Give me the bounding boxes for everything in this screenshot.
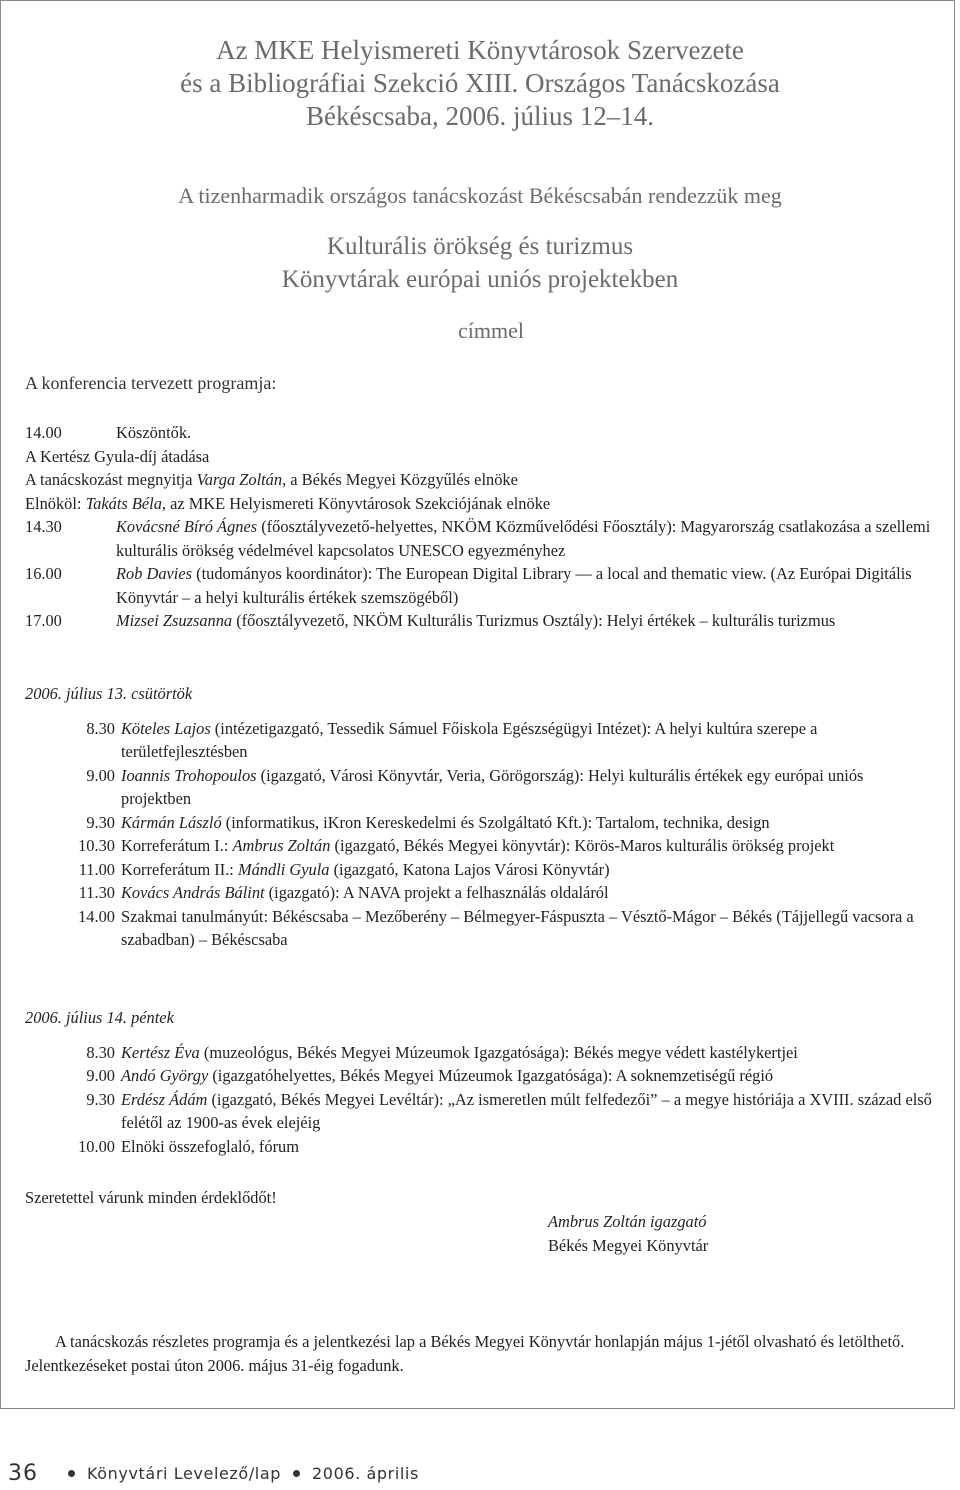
welcome-text: Szeretettel várunk minden érdeklődőt! [25,1188,277,1207]
title-line-3: Békéscsaba, 2006. július 12–14. [306,101,654,131]
schedule-row [25,905,937,952]
conference-title [0,34,960,133]
opener-prefix: A tanácskozást megnyitja [25,470,197,489]
talk-text: (informatikus, iKron Kereskedelmi és Szolgáltató Kft.): Tartalom, technika, design [221,812,770,832]
time: 11.00 [78,859,115,879]
journal-name: Könyvtári Levelező/lap [87,1463,282,1483]
chair-role: , az MKE Helyismereti Könyvtárosok Szekciójának elnöke [161,493,551,513]
time: 14.30 [25,517,62,536]
day3-block [25,1006,937,1158]
theme-line-1: Kulturális örökség és turizmus [326,233,634,260]
time: 9.30 [86,812,115,832]
item-text [115,858,937,882]
chair-line [25,492,937,516]
signature-org: Békés Megyei Könyvtár [548,1236,709,1255]
page-footer [0,1456,960,1490]
day1-block [25,421,937,633]
time: 10.00 [78,1136,115,1156]
speaker-name: Ambrus Zoltán [232,836,331,855]
item-text [115,609,937,633]
talk-text: (főosztályvezető, NKÖM Kulturális Turizmus Osztály): Helyi értékek – kulturális turizmus [232,611,836,630]
page-number: 36 [8,1460,38,1486]
item-prefix: Elnöki összefoglaló, fórum [121,1136,299,1156]
bullet-icon [68,1470,75,1477]
theme-title [0,230,960,296]
time: 11.30 [78,883,115,902]
cimmel-text: címmel [458,318,524,343]
item-text [115,1064,937,1088]
speaker-name: Andó György [121,1066,209,1085]
item-prefix: Szakmai tanulmányút: Békéscsaba – Mezőberény – Bélmegyer-Fáspuszta – Vésztő-Mágor – Békés (Tájjellegű vacsora a szabadban) – Békéscsaba [121,906,914,949]
opener-name: Varga Zoltán [196,470,283,489]
item-text [115,1135,937,1159]
schedule-row [25,717,937,764]
time: 9.30 [86,1089,115,1109]
talk-text: (igazgató): A NAVA projekt a felhasználás oldaláról [264,883,609,902]
schedule-row [25,811,937,835]
speaker-name: Kovács András Bálint [121,883,265,902]
talk-text: (intézetigazgató, Tessedik Sámuel Főiskola Egészségügyi Intézet): A helyi kultúra szerepe a területfejlesztésben [121,718,818,761]
time: 8.30 [86,1042,115,1062]
speaker-name: Erdész Ádám [121,1089,208,1109]
bullet-icon [293,1470,300,1477]
time: 17.00 [25,611,62,630]
talk-text: (muzeológus, Békés Megyei Múzeumok Igazgatósága): Békés megye védett kastélykertjei [199,1042,798,1062]
schedule-row [25,881,937,905]
signature [548,1210,708,1258]
schedule-row [25,562,937,609]
item-text [115,834,937,858]
speaker-name: Rob Davies [116,564,193,583]
item-text [115,1088,937,1135]
item-prefix: Korreferátum II.: [121,859,238,879]
time: 8.30 [86,718,115,738]
chair-prefix: Elnököl: [25,493,86,513]
talk-text: (főosztályvezető-helyettes, NKÖM Közművelődési Főosztály): Magyarország csatlakozása a szellemi kulturális örökség védelmével kapcsolatos UNESCO egyezményhez [116,517,931,560]
item-text [115,811,937,835]
theme-line-2: Könyvtárak európai uniós projektekben [281,266,679,293]
schedule-row [25,609,937,633]
item-text [115,905,937,952]
speaker-name: Köteles Lajos [121,718,211,738]
schedule-row [25,1135,937,1159]
time: 9.00 [86,1066,115,1085]
opener-line [25,468,937,492]
time: 14.00 [25,423,62,442]
signature-name: Ambrus Zoltán igazgató [548,1212,707,1231]
time: 14.00 [78,906,115,926]
schedule-row [25,515,937,562]
info-note: A tanácskozás részletes programja és a jelentkezési lap a Békés Megyei Könyvtár honlapján május 1-jétől olvasható és letölthető. Jelentkezéseket postai úton 2006. május 31-éig fogadunk. [25,1332,905,1375]
speaker-name: Kármán László [121,812,222,832]
item-prefix: Korreferátum I.: [121,836,233,855]
day2-block [25,682,937,952]
talk-text: (igazgatóhelyettes, Békés Megyei Múzeumok Igazgatósága): A soknemzetiségű régió [208,1066,774,1085]
schedule-row [25,834,937,858]
talk-text: (igazgató, Városi Könyvtár, Veria, Görögország): Helyi kulturális értékek egy európai uniós projektben [121,765,864,808]
item-text [115,562,937,609]
time: 9.00 [86,765,115,785]
talk-text: (igazgató, Katona Lajos Városi Könyvtár) [329,859,610,879]
award-line: A Kertész Gyula-díj átadása [25,446,210,466]
item-text [115,1041,937,1065]
time: 10.30 [78,836,115,855]
talk-text: (igazgató, Békés Megyei könyvtár): Körös-Maros kulturális örökség projekt [330,836,835,855]
day2-date: 2006. július 13. csütörtök [25,684,193,703]
lead-text: A tizenharmadik országos tanácskozást Békéscsabán rendezzük meg [178,183,782,208]
item-text [115,717,937,764]
chair-name: Takáts Béla [85,493,162,513]
speaker-name: Mizsei Zsuzsanna [116,611,233,630]
item-text [115,764,937,811]
issue-date: 2006. április [312,1463,419,1483]
program-title: A konferencia tervezett programja: [25,373,277,393]
item-text [115,515,937,562]
opener-role: , a Békés Megyei Közgyűlés elnöke [282,470,518,489]
schedule-row [25,421,937,445]
schedule-row [25,1064,937,1088]
schedule-row [25,1041,937,1065]
talk-text: (tudományos koordinátor): The European Digital Library — a local and thematic view. (Az Európai Digitális Könyvtár – a helyi kulturális értékek szemszögéből) [116,564,912,607]
schedule-row [25,1088,937,1135]
title-line-2: és a Bibliográfiai Szekció XIII. Országos Tanácskozása [180,68,780,98]
schedule-row [25,858,937,882]
speaker-name: Ioannis Trohopoulos [121,765,257,785]
speaker-name: Kertész Éva [121,1042,200,1062]
speaker-name: Kovácsné Bíró Ágnes [116,517,258,536]
speaker-name: Mándli Gyula [237,859,330,879]
opening-label: Köszöntők. [116,423,192,442]
day3-date: 2006. július 14. péntek [25,1008,174,1027]
schedule-row [25,764,937,811]
talk-text: (igazgató, Békés Megyei Levéltár): „Az ismeretlen múlt felfedezői” – a megye históriája a XVIII. század első felétől az 1900-as évek elejéig [121,1089,932,1132]
title-line-1: Az MKE Helyismereti Könyvtárosok Szervezete [216,35,744,65]
item-text [115,881,937,905]
time: 16.00 [25,564,62,583]
